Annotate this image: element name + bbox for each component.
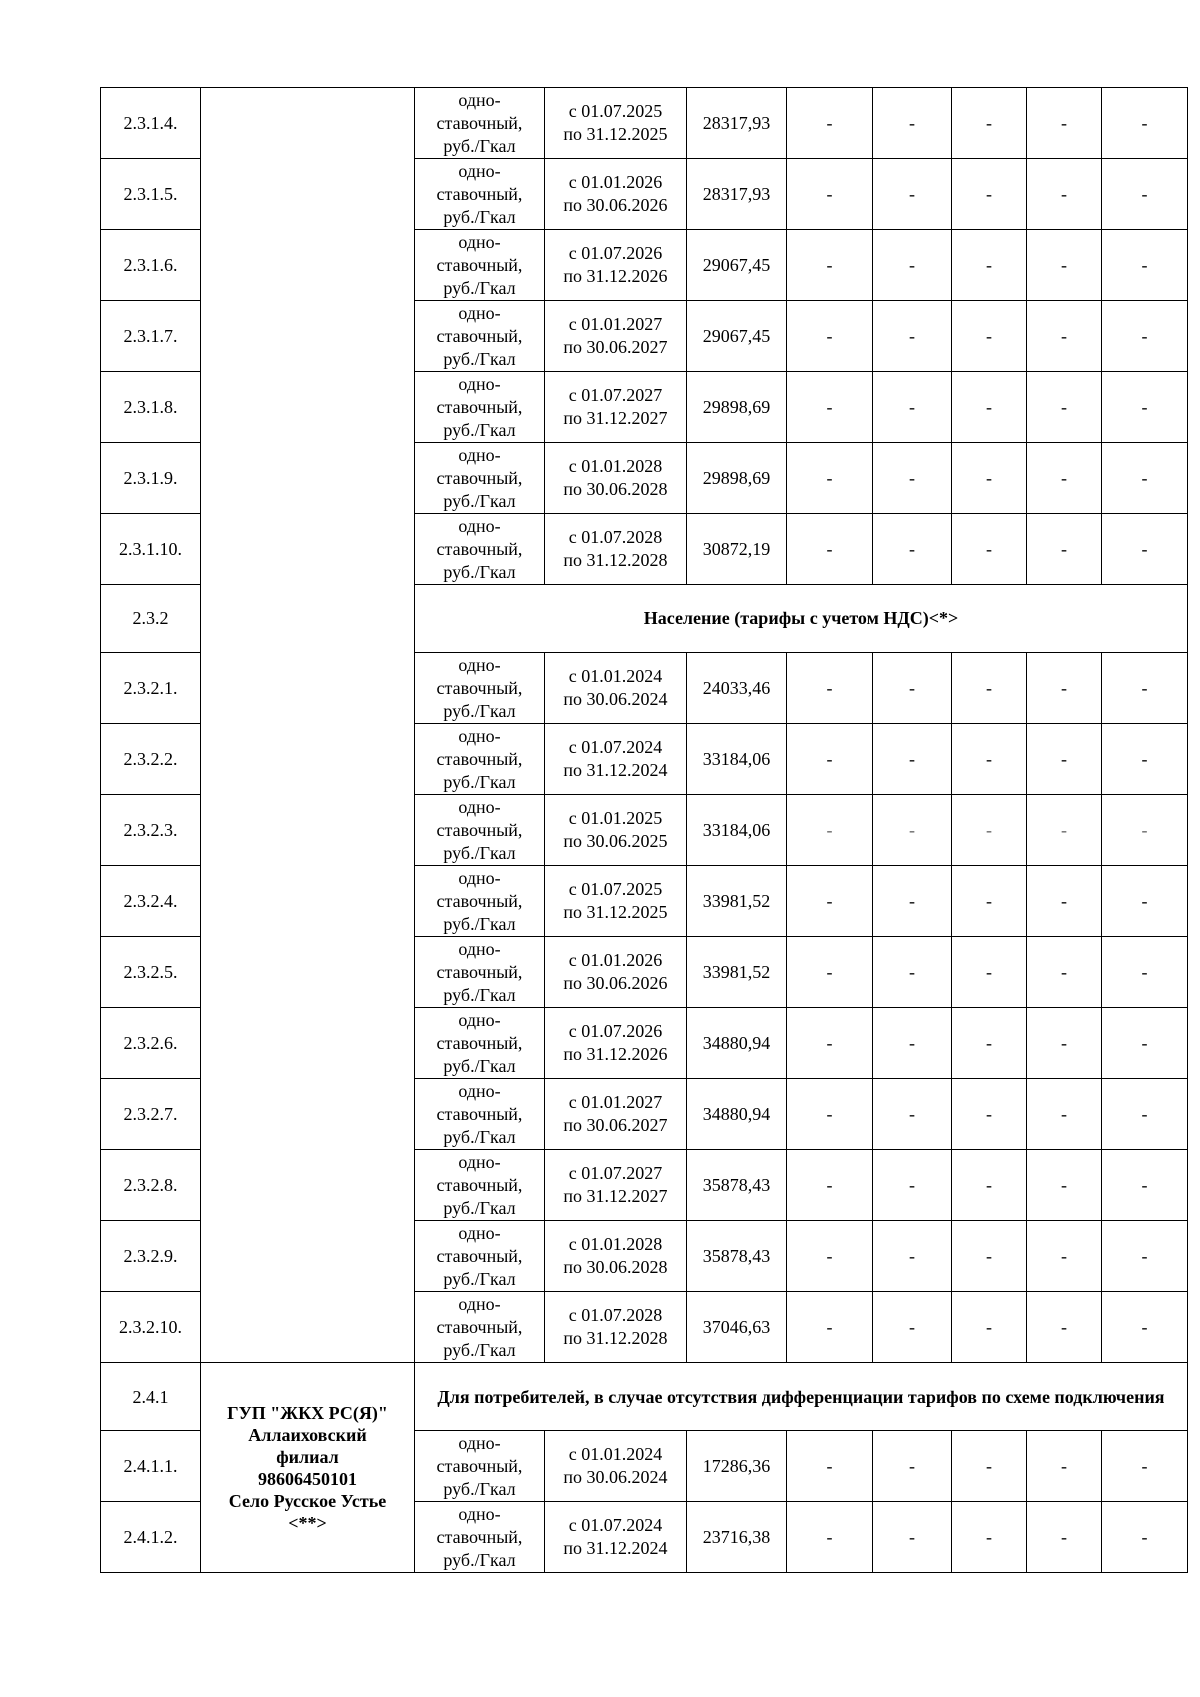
unit-line: одно- — [458, 1151, 501, 1172]
empty-value-dash: - — [1027, 88, 1102, 159]
unit-line: руб./Гкал — [443, 842, 516, 863]
empty-value-dash: - — [873, 724, 952, 795]
empty-value-dash: - — [952, 1150, 1027, 1221]
empty-value-dash: - — [787, 1150, 873, 1221]
unit-line: ставочный, — [436, 1174, 523, 1195]
unit-line: ставочный, — [436, 1455, 523, 1476]
empty-value-dash: - — [873, 1292, 952, 1363]
section-row — [101, 1363, 1188, 1431]
empty-value-dash: - — [1102, 795, 1188, 866]
unit-cell — [415, 1079, 545, 1150]
unit-line: ставочный, — [436, 1526, 523, 1547]
empty-value-dash: - — [873, 514, 952, 585]
empty-value-dash: - — [952, 372, 1027, 443]
unit-cell — [415, 866, 545, 937]
empty-value-dash: - — [873, 230, 952, 301]
row-number: 2.4.1 — [101, 1363, 201, 1431]
unit-line: одно- — [458, 1080, 501, 1101]
empty-value-dash: - — [952, 88, 1027, 159]
period-cell — [545, 1502, 687, 1573]
period-to: по 31.12.2026 — [563, 266, 668, 286]
organization-line: ГУП "ЖКХ РС(Я)" — [227, 1402, 388, 1423]
unit-line: одно- — [458, 867, 501, 888]
tariff-value: 29067,45 — [687, 301, 787, 372]
period-from: с 01.01.2028 — [568, 1234, 663, 1254]
unit-cell — [415, 795, 545, 866]
period-cell — [545, 443, 687, 514]
unit-line: руб./Гкал — [443, 490, 516, 511]
period-cell — [545, 1292, 687, 1363]
tariff-value: 33981,52 — [687, 866, 787, 937]
period-from: с 01.07.2028 — [568, 527, 663, 547]
empty-value-dash: - — [873, 1008, 952, 1079]
empty-value-dash: - — [873, 1431, 952, 1502]
empty-value-dash: - — [787, 1221, 873, 1292]
empty-value-dash: - — [1027, 795, 1102, 866]
period-from: с 01.01.2027 — [568, 314, 663, 334]
period-cell — [545, 372, 687, 443]
unit-line: руб./Гкал — [443, 1197, 516, 1218]
tariff-value: 34880,94 — [687, 1079, 787, 1150]
period-to: по 31.12.2027 — [563, 1186, 668, 1206]
tariff-value: 35878,43 — [687, 1150, 787, 1221]
row-number: 2.3.1.9. — [101, 443, 201, 514]
empty-value-dash: - — [952, 159, 1027, 230]
empty-value-dash: - — [787, 372, 873, 443]
tariff-table — [100, 87, 1188, 1573]
section-title: Население (тарифы с учетом НДС)<*> — [415, 585, 1188, 653]
period-cell — [545, 301, 687, 372]
unit-line: руб./Гкал — [443, 1268, 516, 1289]
empty-value-dash: - — [873, 301, 952, 372]
empty-value-dash: - — [787, 88, 873, 159]
unit-line: одно- — [458, 160, 501, 181]
empty-value-dash: - — [1102, 1431, 1188, 1502]
row-number: 2.3.2.1. — [101, 653, 201, 724]
unit-line: ставочный, — [436, 748, 523, 769]
tariff-value: 23716,38 — [687, 1502, 787, 1573]
tariff-value: 29898,69 — [687, 443, 787, 514]
period-from: с 01.07.2025 — [568, 101, 663, 121]
period-cell — [545, 1150, 687, 1221]
period-to: по 31.12.2024 — [563, 760, 668, 780]
empty-value-dash: - — [1102, 937, 1188, 1008]
tariff-value: 37046,63 — [687, 1292, 787, 1363]
period-from: с 01.01.2026 — [568, 950, 663, 970]
unit-line: одно- — [458, 796, 501, 817]
unit-line: ставочный, — [436, 112, 523, 133]
unit-line: руб./Гкал — [443, 561, 516, 582]
empty-value-dash: - — [873, 159, 952, 230]
empty-value-dash: - — [1102, 88, 1188, 159]
unit-cell — [415, 301, 545, 372]
period-cell — [545, 937, 687, 1008]
empty-value-dash: - — [1027, 1008, 1102, 1079]
empty-value-dash: - — [1027, 866, 1102, 937]
period-to: по 30.06.2024 — [563, 689, 668, 709]
empty-value-dash: - — [1102, 1502, 1188, 1573]
period-cell — [545, 1431, 687, 1502]
unit-line: ставочный, — [436, 1103, 523, 1124]
empty-value-dash: - — [1027, 443, 1102, 514]
unit-line: ставочный, — [436, 325, 523, 346]
unit-line: одно- — [458, 89, 501, 110]
period-to: по 30.06.2027 — [563, 1115, 668, 1135]
empty-value-dash: - — [1102, 653, 1188, 724]
tariff-value: 35878,43 — [687, 1221, 787, 1292]
unit-line: одно- — [458, 938, 501, 959]
empty-value-dash: - — [1102, 159, 1188, 230]
unit-line: руб./Гкал — [443, 1339, 516, 1360]
empty-value-dash: - — [873, 443, 952, 514]
row-number: 2.4.1.2. — [101, 1502, 201, 1573]
row-number: 2.3.2.2. — [101, 724, 201, 795]
unit-line: одно- — [458, 444, 501, 465]
organization-line: Аллаиховский — [248, 1424, 367, 1445]
unit-cell — [415, 653, 545, 724]
row-number: 2.3.1.10. — [101, 514, 201, 585]
unit-line: одно- — [458, 302, 501, 323]
empty-value-dash: - — [1102, 1079, 1188, 1150]
unit-line: ставочный, — [436, 819, 523, 840]
empty-value-dash: - — [1027, 1150, 1102, 1221]
unit-line: одно- — [458, 1293, 501, 1314]
unit-line: руб./Гкал — [443, 419, 516, 440]
unit-cell — [415, 1292, 545, 1363]
row-number: 2.3.2.3. — [101, 795, 201, 866]
empty-value-dash: - — [873, 88, 952, 159]
empty-value-dash: - — [787, 1431, 873, 1502]
empty-value-dash: - — [1102, 866, 1188, 937]
period-to: по 30.06.2024 — [563, 1467, 668, 1487]
unit-line: руб./Гкал — [443, 913, 516, 934]
unit-cell — [415, 1431, 545, 1502]
empty-value-dash: - — [1027, 301, 1102, 372]
empty-value-dash: - — [787, 937, 873, 1008]
unit-cell — [415, 443, 545, 514]
period-to: по 31.12.2025 — [563, 124, 668, 144]
period-cell — [545, 1079, 687, 1150]
period-cell — [545, 88, 687, 159]
empty-value-dash: - — [1027, 1502, 1102, 1573]
period-to: по 31.12.2026 — [563, 1044, 668, 1064]
empty-value-dash: - — [1027, 1221, 1102, 1292]
empty-value-dash: - — [787, 1008, 873, 1079]
unit-line: ставочный, — [436, 467, 523, 488]
period-from: с 01.01.2026 — [568, 172, 663, 192]
unit-cell — [415, 724, 545, 795]
row-number: 2.3.2.4. — [101, 866, 201, 937]
section-title: Для потребителей, в случае отсутствия дифференциации тарифов по схеме подключения — [415, 1363, 1188, 1431]
empty-value-dash: - — [952, 1008, 1027, 1079]
empty-value-dash: - — [1027, 159, 1102, 230]
period-cell — [545, 1008, 687, 1079]
period-cell — [545, 866, 687, 937]
empty-value-dash: - — [952, 514, 1027, 585]
period-to: по 31.12.2025 — [563, 902, 668, 922]
unit-line: одно- — [458, 231, 501, 252]
unit-line: руб./Гкал — [443, 348, 516, 369]
unit-cell — [415, 514, 545, 585]
empty-value-dash: - — [1027, 724, 1102, 795]
unit-line: ставочный, — [436, 183, 523, 204]
empty-value-dash: - — [873, 372, 952, 443]
empty-value-dash: - — [1102, 1150, 1188, 1221]
unit-cell — [415, 1221, 545, 1292]
period-from: с 01.01.2028 — [568, 456, 663, 476]
row-number: 2.3.1.6. — [101, 230, 201, 301]
period-to: по 31.12.2027 — [563, 408, 668, 428]
period-from: с 01.07.2024 — [568, 1515, 663, 1535]
row-number: 2.3.1.7. — [101, 301, 201, 372]
empty-value-dash: - — [952, 301, 1027, 372]
empty-value-dash: - — [952, 1502, 1027, 1573]
unit-line: ставочный, — [436, 961, 523, 982]
empty-value-dash: - — [1027, 230, 1102, 301]
unit-line: одно- — [458, 725, 501, 746]
row-number: 2.3.1.8. — [101, 372, 201, 443]
period-from: с 01.07.2026 — [568, 243, 663, 263]
tariff-value: 24033,46 — [687, 653, 787, 724]
period-to: по 30.06.2026 — [563, 973, 668, 993]
organization-line: Село Русское Устье — [228, 1490, 387, 1511]
unit-line: одно- — [458, 1503, 501, 1524]
period-cell — [545, 724, 687, 795]
row-number: 2.3.2 — [101, 585, 201, 653]
empty-value-dash: - — [873, 937, 952, 1008]
period-to: по 31.12.2028 — [563, 550, 668, 570]
tariff-value: 34880,94 — [687, 1008, 787, 1079]
period-to: по 30.06.2028 — [563, 479, 668, 499]
tariff-value: 28317,93 — [687, 159, 787, 230]
unit-line: ставочный, — [436, 538, 523, 559]
empty-value-dash: - — [1027, 514, 1102, 585]
tariff-value: 17286,36 — [687, 1431, 787, 1502]
empty-value-dash: - — [873, 795, 952, 866]
tariff-table-body — [101, 88, 1188, 1573]
empty-value-dash: - — [873, 1079, 952, 1150]
unit-line: руб./Гкал — [443, 1055, 516, 1076]
empty-value-dash: - — [1102, 514, 1188, 585]
unit-line: руб./Гкал — [443, 1478, 516, 1499]
empty-value-dash: - — [873, 1221, 952, 1292]
empty-value-dash: - — [787, 443, 873, 514]
empty-value-dash: - — [952, 724, 1027, 795]
empty-value-dash: - — [787, 159, 873, 230]
empty-value-dash: - — [1102, 1221, 1188, 1292]
unit-line: руб./Гкал — [443, 135, 516, 156]
period-from: с 01.07.2026 — [568, 1021, 663, 1041]
empty-value-dash: - — [1102, 443, 1188, 514]
unit-cell — [415, 1150, 545, 1221]
empty-value-dash: - — [1027, 1079, 1102, 1150]
unit-line: руб./Гкал — [443, 1549, 516, 1570]
period-cell — [545, 653, 687, 724]
organization-cell — [201, 88, 415, 1363]
period-from: с 01.07.2024 — [568, 737, 663, 757]
table-row — [101, 88, 1188, 159]
row-number: 2.3.1.5. — [101, 159, 201, 230]
empty-value-dash: - — [952, 1292, 1027, 1363]
empty-value-dash: - — [1027, 1292, 1102, 1363]
empty-value-dash: - — [952, 653, 1027, 724]
row-number: 2.3.2.9. — [101, 1221, 201, 1292]
empty-value-dash: - — [787, 1079, 873, 1150]
period-from: с 01.07.2027 — [568, 385, 663, 405]
period-to: по 30.06.2028 — [563, 1257, 668, 1277]
empty-value-dash: - — [787, 514, 873, 585]
empty-value-dash: - — [952, 866, 1027, 937]
empty-value-dash: - — [1027, 937, 1102, 1008]
unit-line: ставочный, — [436, 1032, 523, 1053]
empty-value-dash: - — [1027, 653, 1102, 724]
unit-line: ставочный, — [436, 1316, 523, 1337]
unit-line: одно- — [458, 515, 501, 536]
period-to: по 30.06.2025 — [563, 831, 668, 851]
period-from: с 01.07.2025 — [568, 879, 663, 899]
tariff-value: 33981,52 — [687, 937, 787, 1008]
period-from: с 01.07.2028 — [568, 1305, 663, 1325]
unit-line: одно- — [458, 654, 501, 675]
unit-cell — [415, 230, 545, 301]
period-to: по 30.06.2027 — [563, 337, 668, 357]
empty-value-dash: - — [952, 443, 1027, 514]
unit-cell — [415, 88, 545, 159]
empty-value-dash: - — [873, 866, 952, 937]
unit-line: одно- — [458, 1222, 501, 1243]
period-cell — [545, 1221, 687, 1292]
period-cell — [545, 514, 687, 585]
period-from: с 01.01.2025 — [568, 808, 663, 828]
empty-value-dash: - — [873, 653, 952, 724]
period-from: с 01.07.2027 — [568, 1163, 663, 1183]
unit-line: одно- — [458, 1009, 501, 1030]
tariff-value: 29898,69 — [687, 372, 787, 443]
period-to: по 31.12.2024 — [563, 1538, 668, 1558]
empty-value-dash: - — [787, 1292, 873, 1363]
row-number: 2.3.2.7. — [101, 1079, 201, 1150]
unit-cell — [415, 1008, 545, 1079]
tariff-value: 28317,93 — [687, 88, 787, 159]
empty-value-dash: - — [952, 937, 1027, 1008]
empty-value-dash: - — [1102, 1008, 1188, 1079]
unit-cell — [415, 1502, 545, 1573]
period-from: с 01.01.2024 — [568, 666, 663, 686]
empty-value-dash: - — [787, 1502, 873, 1573]
unit-cell — [415, 372, 545, 443]
unit-cell — [415, 937, 545, 1008]
empty-value-dash: - — [787, 866, 873, 937]
organization-line: 98606450101 — [258, 1468, 357, 1489]
row-number: 2.3.2.6. — [101, 1008, 201, 1079]
empty-value-dash: - — [1027, 1431, 1102, 1502]
row-number: 2.3.2.8. — [101, 1150, 201, 1221]
tariff-value: 33184,06 — [687, 795, 787, 866]
period-cell — [545, 159, 687, 230]
empty-value-dash: - — [952, 230, 1027, 301]
period-from: с 01.01.2024 — [568, 1444, 663, 1464]
empty-value-dash: - — [1027, 372, 1102, 443]
period-to: по 30.06.2026 — [563, 195, 668, 215]
period-to: по 31.12.2028 — [563, 1328, 668, 1348]
unit-line: ставочный, — [436, 254, 523, 275]
empty-value-dash: - — [787, 724, 873, 795]
empty-value-dash: - — [1102, 372, 1188, 443]
unit-line: руб./Гкал — [443, 984, 516, 1005]
unit-line: ставочный, — [436, 1245, 523, 1266]
tariff-value: 33184,06 — [687, 724, 787, 795]
row-number: 2.4.1.1. — [101, 1431, 201, 1502]
unit-line: ставочный, — [436, 396, 523, 417]
unit-line: одно- — [458, 1432, 501, 1453]
empty-value-dash: - — [952, 1079, 1027, 1150]
unit-line: ставочный, — [436, 890, 523, 911]
empty-value-dash: - — [787, 230, 873, 301]
row-number: 2.3.2.10. — [101, 1292, 201, 1363]
organization-cell — [201, 1363, 415, 1573]
unit-line: ставочный, — [436, 677, 523, 698]
tariff-value: 30872,19 — [687, 514, 787, 585]
unit-line: одно- — [458, 373, 501, 394]
empty-value-dash: - — [787, 301, 873, 372]
unit-line: руб./Гкал — [443, 277, 516, 298]
empty-value-dash: - — [873, 1502, 952, 1573]
unit-line: руб./Гкал — [443, 700, 516, 721]
empty-value-dash: - — [1102, 301, 1188, 372]
organization-line: филиал — [276, 1446, 339, 1467]
row-number: 2.3.1.4. — [101, 88, 201, 159]
empty-value-dash: - — [952, 1431, 1027, 1502]
empty-value-dash: - — [1102, 1292, 1188, 1363]
unit-line: руб./Гкал — [443, 1126, 516, 1147]
empty-value-dash: - — [873, 1150, 952, 1221]
tariff-value: 29067,45 — [687, 230, 787, 301]
unit-cell — [415, 159, 545, 230]
row-number: 2.3.2.5. — [101, 937, 201, 1008]
unit-line: руб./Гкал — [443, 771, 516, 792]
empty-value-dash: - — [1102, 230, 1188, 301]
period-cell — [545, 230, 687, 301]
empty-value-dash: - — [952, 795, 1027, 866]
empty-value-dash: - — [1102, 724, 1188, 795]
organization-line: <**> — [288, 1512, 327, 1533]
empty-value-dash: - — [787, 653, 873, 724]
period-from: с 01.01.2027 — [568, 1092, 663, 1112]
period-cell — [545, 795, 687, 866]
empty-value-dash: - — [787, 795, 873, 866]
unit-line: руб./Гкал — [443, 206, 516, 227]
empty-value-dash: - — [952, 1221, 1027, 1292]
